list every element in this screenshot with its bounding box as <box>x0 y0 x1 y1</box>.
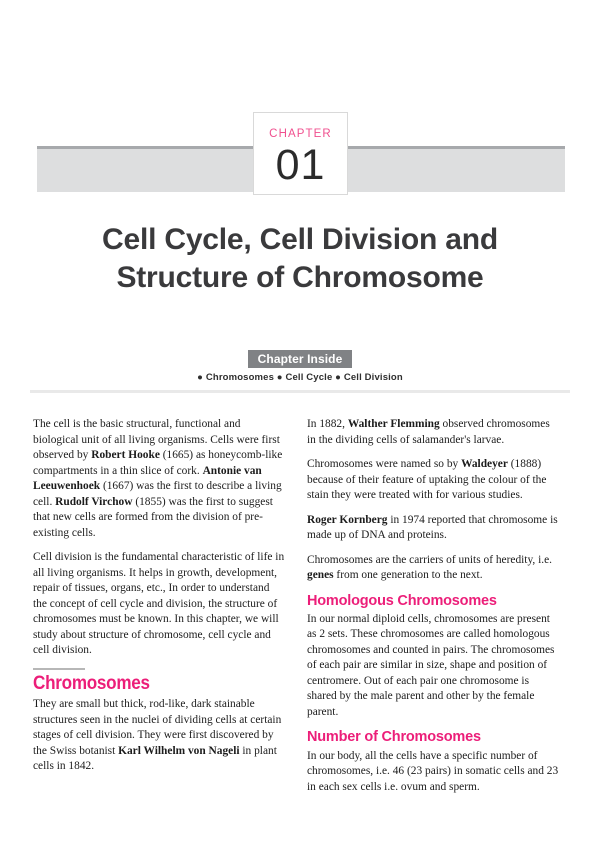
text-fragment: Chromosomes were named so by <box>307 458 462 470</box>
text-fragment: (1855) was the first to suggest that new cells are formed from the division of pre-existing cells. <box>33 495 273 539</box>
text-fragment: (1667) was the first to describe a living cell. <box>33 480 282 508</box>
text-fragment: In 1882, <box>307 418 348 430</box>
header-divider <box>30 390 570 393</box>
chapter-label: CHAPTER <box>269 128 332 140</box>
paragraph-number-description: In our body, all the cells have a specific number of chromosomes, i.e. 46 (23 pairs) in somatic cells and 23 in each sex cells i.e. ovum and sperm. <box>307 749 559 793</box>
chapter-inside-topics: ● Chromosomes ● Cell Cycle ● Cell Division <box>197 372 403 383</box>
page-title: Cell Cycle, Cell Division and Structure of Chromosome <box>102 223 498 295</box>
right-column <box>307 417 559 804</box>
name-karl-wilhelm-von-nageli: Karl Wilhelm von Nageli <box>118 744 240 757</box>
name-antonie-van-leeuwenhoek: Antonie van Leeuwenhoek <box>33 464 262 492</box>
chapter-inside-badge: Chapter Inside <box>248 350 352 368</box>
paragraph-waldeyer <box>307 457 559 504</box>
name-roger-kornberg: Roger Kornberg <box>307 513 388 526</box>
name-robert-hooke: Robert Hooke <box>91 449 160 461</box>
paragraph-kornberg <box>307 513 559 544</box>
paragraph-cell-division-intro: Cell division is the fundamental characteristic of life in all living organisms. It helps in growth, development, repair of tissues, organs, etc., In order to understand the concept of cell cycle and division, the structure of chromosomes must be known. In this chapter, we will study about structure of chromosome, cell cycle and cell division. <box>33 551 285 656</box>
heading-homologous-chromosomes: Homologous Chromosomes <box>307 592 497 609</box>
text-fragment: (1665) as honeycomb-like compartments in a thin slice of cork. <box>33 449 283 477</box>
heading-number-of-chromosomes: Number of Chromosomes <box>307 729 481 746</box>
text-fragment: observed chromosomes in the dividing cells of salamander's larvae. <box>307 418 550 446</box>
text-fragment: The cell is the basic structural, functional and biological unit of all living organisms. Cells were first observed by <box>33 418 280 461</box>
left-column <box>33 417 285 784</box>
text-fragment: in plant cells in 1842. <box>33 744 277 773</box>
paragraph-homologous-description: In our normal diploid cells, chromosomes are present as 2 sets. These chromosomes are called homologous chromosomes and counted in pairs. The chromosomes of each pair are similar in size, shape and position of centromere. Out of each pair one chromosome is shared by the male parent and other by the female parent. <box>307 612 555 718</box>
paragraph-heredity <box>307 553 559 584</box>
chapter-number: 01 <box>275 140 326 189</box>
name-walther-flemming: Walther Flemming <box>347 418 440 430</box>
name-rudolf-virchow: Rudolf Virchow <box>55 495 133 508</box>
text-fragment: They are small but thick, rod-like, dark stainable structures seen in the nuclei of dividing cells at certain stages of cell division. They were first discovered by the Swiss botanist <box>33 698 282 757</box>
chapter-number-box <box>253 112 348 195</box>
text-fragment: from one generation to the next. <box>333 569 483 581</box>
name-waldeyer: Waldeyer <box>461 458 508 470</box>
paragraph-chromosomes-description <box>33 697 285 775</box>
text-fragment: Chromosomes are the carriers of units of heredity, i.e. <box>307 553 553 566</box>
text-fragment: in 1974 reported that chromosome is made up of DNA and proteins. <box>307 513 558 541</box>
text-fragment: (1888) because of their feature of uptaking the colour of the stain they were treated with for various studies. <box>307 458 547 501</box>
heading-rule <box>33 668 85 670</box>
heading-chromosomes: Chromosomes <box>33 672 150 694</box>
term-genes: genes <box>307 569 334 581</box>
paragraph-cell-basics <box>33 417 285 541</box>
paragraph-flemming <box>307 417 559 448</box>
